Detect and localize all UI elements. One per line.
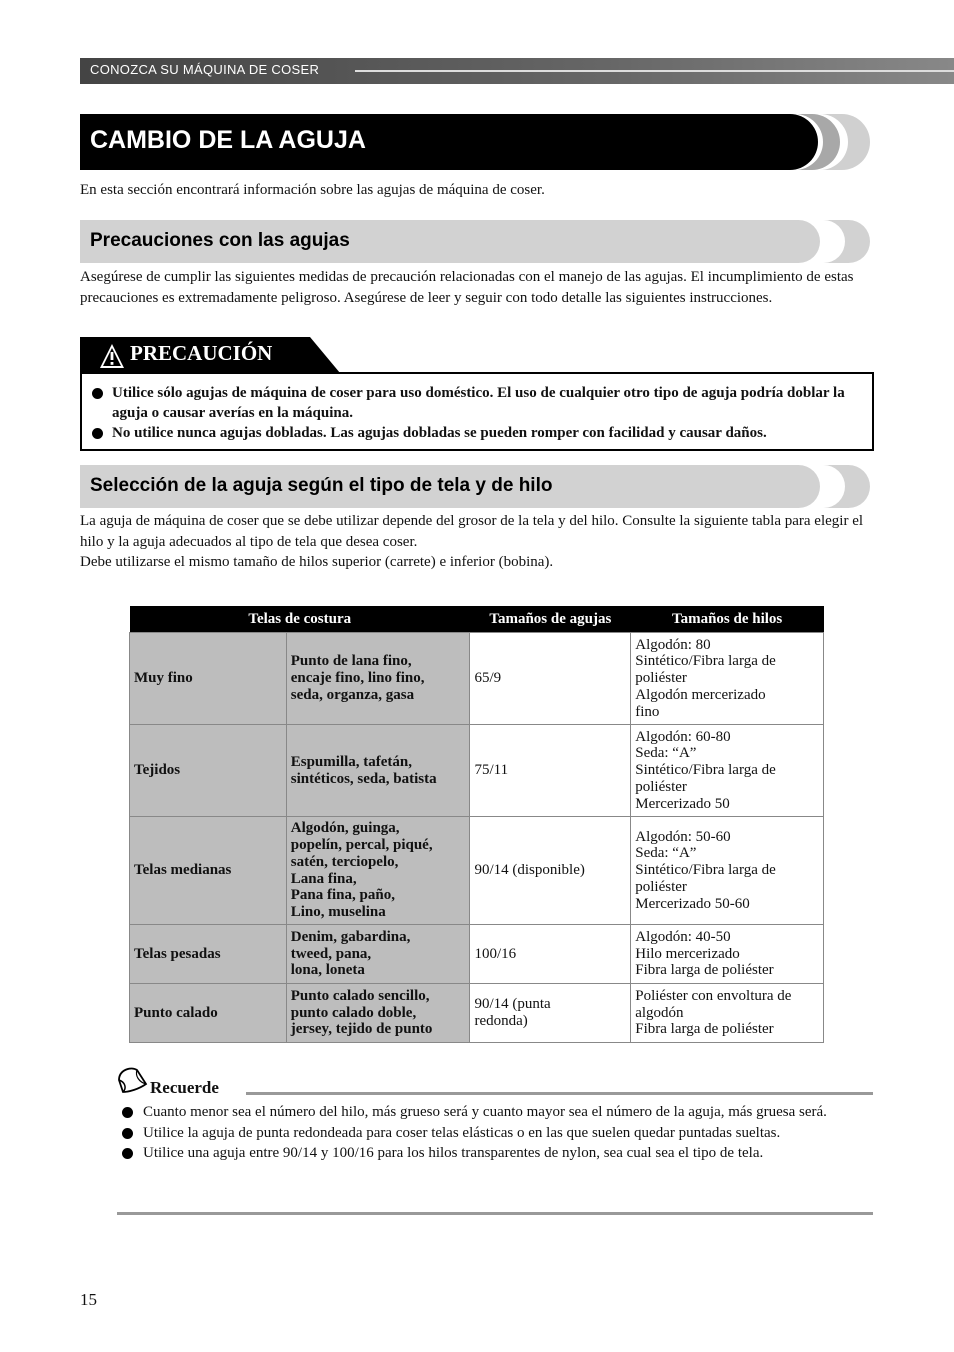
header-rule bbox=[355, 70, 954, 72]
needle-size: 100/16 bbox=[470, 925, 631, 984]
needle-size: 90/14 (disponible) bbox=[470, 817, 631, 925]
needle-size: 90/14 (punta redonda) bbox=[470, 984, 631, 1043]
precautions-heading: Precauciones con las agujas bbox=[90, 230, 350, 251]
selection-paragraph: La aguja de máquina de coser que se debe utilizar depende del grosor de la tela y del hilo. Consulte la siguiente tabla para elegir el hilo y la aguja adecuados al tipo de tela que desea coser. Debe utilizarse el mismo tamaño de hilos superior (carrete) e inferior (bobina). bbox=[80, 513, 864, 570]
list-item: Utilice la aguja de punta redondeada para coser telas elásticas o en las que suelen quedar puntadas sueltas. bbox=[117, 1123, 877, 1144]
page-number: 15 bbox=[80, 1290, 97, 1309]
table-row bbox=[130, 925, 824, 984]
remember-list bbox=[117, 1102, 877, 1164]
bullet-icon bbox=[92, 388, 103, 399]
fabric-category: Muy fino bbox=[130, 633, 287, 725]
note-icon bbox=[115, 1066, 149, 1096]
thread-sizes: Algodón: 80 Sintético/Fibra larga de poliéster Algodón mercerizado fino bbox=[631, 633, 824, 725]
table-row bbox=[130, 633, 824, 725]
list-item: Cuanto menor sea el número del hilo, más grueso será y cuanto mayor sea el número de la aguja, más gruesa será. bbox=[117, 1102, 877, 1123]
table-row bbox=[130, 984, 824, 1043]
precautions-paragraph: Asegúrese de cumplir las siguientes medidas de precaución relacionadas con el manejo de las agujas. El incumplimiento de estas precauciones es extremadamente peligroso. Asegúrese de leer y seguir con todo detalle las siguientes instrucciones. bbox=[80, 269, 854, 306]
thread-sizes: Algodón: 50-60 Seda: “A” Sintético/Fibra larga de poliéster Mercerizado 50-60 bbox=[631, 817, 824, 925]
caution-label: PRECAUCIÓN bbox=[130, 341, 273, 365]
caution-item: No utilice nunca agujas dobladas. Las agujas dobladas se pueden romper con facilidad y causar daños. bbox=[82, 423, 858, 443]
section-header: CONOZCA SU MÁQUINA DE COSER bbox=[90, 62, 320, 77]
fabric-category: Tejidos bbox=[130, 725, 287, 817]
caution-item: Utilice sólo agujas de máquina de coser para uso doméstico. El uso de cualquier otro tipo de aguja podría doblar la aguja o causar averías en la máquina. bbox=[82, 383, 858, 423]
bullet-icon bbox=[122, 1128, 133, 1139]
needle-size: 65/9 bbox=[470, 633, 631, 725]
thread-sizes: Algodón: 40-50 Hilo mercerizado Fibra larga de poliéster bbox=[631, 925, 824, 984]
fabric-category: Telas medianas bbox=[130, 817, 287, 925]
column-header: Telas de costura bbox=[130, 606, 470, 633]
thread-sizes: Algodón: 60-80 Seda: “A” Sintético/Fibra larga de poliéster Mercerizado 50 bbox=[631, 725, 824, 817]
fabric-types: Punto de lana fino, encaje fino, lino fino, seda, organza, gasa bbox=[286, 633, 470, 725]
needle-thread-table bbox=[129, 606, 824, 1043]
column-header: Tamaños de agujas bbox=[470, 606, 631, 633]
bullet-icon bbox=[92, 428, 103, 439]
intro-text: En esta sección encontrará información sobre las agujas de máquina de coser. bbox=[80, 182, 545, 198]
fabric-types: Denim, gabardina, tweed, pana, lona, loneta bbox=[286, 925, 470, 984]
table-row bbox=[130, 817, 824, 925]
page-title: CAMBIO DE LA AGUJA bbox=[90, 126, 366, 154]
fabric-types: Algodón, guinga, popelín, percal, piqué, satén, terciopelo, Lana fina, Pana fina, paño, Lino, muselina bbox=[286, 817, 470, 925]
selection-heading: Selección de la aguja según el tipo de tela y de hilo bbox=[90, 475, 553, 496]
thread-sizes: Poliéster con envoltura de algodón Fibra larga de poliéster bbox=[631, 984, 824, 1043]
remember-rule-top bbox=[246, 1092, 873, 1095]
fabric-types: Punto calado sencillo, punto calado doble, jersey, tejido de punto bbox=[286, 984, 470, 1043]
column-header: Tamaños de hilos bbox=[631, 606, 824, 633]
table-row bbox=[130, 725, 824, 817]
caution-box bbox=[80, 372, 874, 451]
remember-rule-bottom bbox=[117, 1212, 873, 1215]
list-item: Utilice una aguja entre 90/14 y 100/16 para los hilos transparentes de nylon, sea cual sea el tipo de tela. bbox=[117, 1143, 877, 1164]
bullet-icon bbox=[122, 1148, 133, 1159]
fabric-category: Punto calado bbox=[130, 984, 287, 1043]
needle-size: 75/11 bbox=[470, 725, 631, 817]
fabric-category: Telas pesadas bbox=[130, 925, 287, 984]
bullet-icon bbox=[122, 1107, 133, 1118]
remember-title: Recuerde bbox=[150, 1078, 219, 1097]
fabric-types: Espumilla, tafetán, sintéticos, seda, batista bbox=[286, 725, 470, 817]
